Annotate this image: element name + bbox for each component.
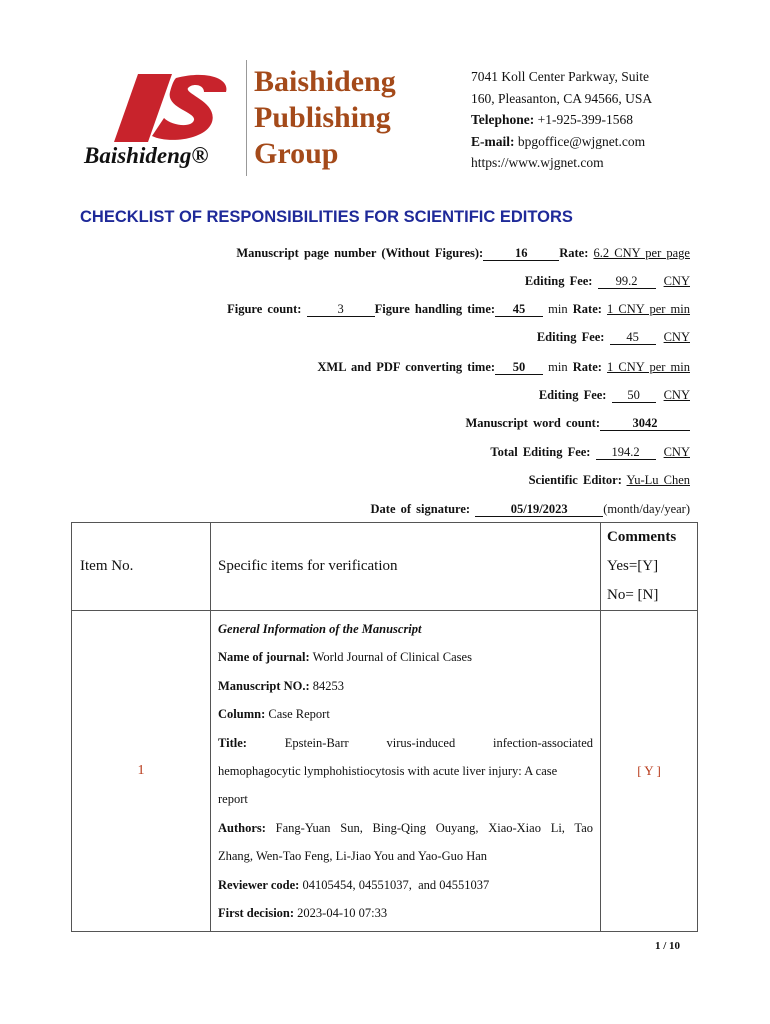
journal-label: Name of journal:	[218, 650, 310, 665]
figure-time-value: 45	[495, 302, 543, 317]
figure-fee-label: Editing Fee:	[536, 330, 605, 344]
page-rate: 6.2 CNY per page	[593, 246, 690, 260]
address-line2: 160, Pleasanton, CA 94566, USA	[471, 90, 653, 106]
column-label: Column:	[218, 707, 266, 722]
title-label: Title:	[218, 735, 247, 750]
xml-min-label: min	[548, 360, 568, 374]
signature-line	[371, 502, 691, 517]
total-fee-value: 194.2	[596, 445, 656, 460]
xml-rate: 1 CNY per min	[607, 360, 690, 374]
baishideng-logo-icon	[108, 70, 238, 146]
column-line	[218, 700, 593, 728]
editor-label: Scientific Editor:	[528, 473, 622, 487]
page-number: 1 / 10	[655, 940, 681, 952]
journal-line	[218, 643, 593, 671]
reviewer-label: Reviewer code:	[218, 877, 300, 892]
row-verification-details	[211, 611, 601, 932]
page-title: CHECKLIST OF RESPONSIBILITIES FOR SCIENTIFIC EDITORS	[80, 208, 573, 226]
figure-fee-line	[537, 330, 690, 345]
editor-name: Yu-Lu Chen	[626, 473, 690, 487]
telephone-label: Telephone:	[471, 112, 535, 127]
page-fee-line	[525, 274, 690, 289]
page-fee-currency: CNY	[663, 274, 690, 288]
title-value-part1: Epstein-Barr virus-induced infection-associated	[284, 735, 594, 750]
header-yes-key: Yes=[Y]	[607, 558, 659, 574]
xml-fee-line	[539, 388, 690, 403]
publisher-name-line1: Baishideng	[254, 65, 396, 98]
publisher-name-line2: Publishing	[254, 101, 391, 134]
page-number-label: Manuscript page number (Without Figures):	[236, 246, 484, 260]
title-value-part3: report	[218, 792, 248, 807]
reviewer-codes: 04105454, 04551037, and 04551037	[302, 877, 490, 892]
authors-line	[218, 814, 593, 842]
publisher-name-line3: Group	[254, 137, 339, 170]
figure-count-value: 3	[307, 302, 375, 317]
page-fee-value: 99.2	[598, 274, 656, 289]
figure-rate: 1 CNY per min	[607, 302, 690, 316]
reviewer-line	[218, 871, 593, 899]
xml-rate-label: Rate:	[572, 360, 602, 374]
title-line	[218, 729, 593, 757]
word-count-label: Manuscript word count:	[465, 416, 600, 430]
table-header-row	[72, 523, 698, 611]
xml-fee-currency: CNY	[663, 388, 690, 402]
editor-line	[529, 473, 690, 488]
decision-line	[218, 899, 593, 927]
header-no-key: No= [N]	[607, 587, 659, 603]
title-value-part2: hemophagocytic lymphohistiocytosis with acute liver injury: A case	[218, 764, 558, 779]
website-link[interactable]: https://www.wjgnet.com	[471, 155, 604, 170]
xml-time-value: 50	[495, 360, 543, 375]
authors-label: Authors:	[218, 820, 266, 835]
header-divider	[246, 60, 247, 176]
address-line1: 7041 Koll Center Parkway, Suite	[471, 69, 649, 84]
xml-line	[317, 360, 690, 375]
header-comments-label: Comments	[607, 529, 677, 545]
date-format-hint: (month/day/year)	[603, 502, 690, 516]
email-line	[471, 131, 652, 153]
word-count-line	[465, 416, 690, 431]
figure-count-label: Figure count:	[227, 302, 302, 316]
figure-time-label: Figure handling time:	[374, 302, 496, 316]
contact-block	[471, 66, 652, 174]
figure-line	[227, 302, 690, 317]
manuscript-no-value: 84253	[312, 678, 345, 693]
row-item-number: 1	[72, 611, 211, 932]
authors-value-part2: Zhang, Wen-Tao Feng, Li-Jiao You and Yao-Guo Han	[218, 849, 488, 864]
figure-fee-currency: CNY	[663, 330, 690, 344]
manuscript-no-line	[218, 672, 593, 700]
table-row	[72, 611, 698, 932]
total-fee-currency: CNY	[663, 445, 690, 459]
decision-label: First decision:	[218, 906, 295, 921]
header-specific-items: Specific items for verification	[211, 523, 601, 611]
journal-value: World Journal of Clinical Cases	[312, 650, 472, 665]
row-comment-yes[interactable]: [ Y ]	[601, 611, 698, 932]
editing-fee-label: Editing Fee:	[524, 274, 593, 288]
xml-label: XML and PDF converting time:	[317, 360, 496, 374]
column-value: Case Report	[268, 707, 330, 722]
rate-label: Rate:	[559, 246, 589, 260]
header-item-no: Item No.	[72, 523, 211, 611]
total-fee-label: Total Editing Fee:	[490, 445, 591, 459]
figure-min-label: min	[548, 302, 568, 316]
xml-fee-value: 50	[612, 388, 656, 403]
manuscript-no-label: Manuscript NO.:	[218, 678, 310, 693]
header-comments	[601, 523, 698, 611]
telephone-value: +1-925-399-1568	[537, 112, 633, 127]
figure-rate-label: Rate:	[572, 302, 602, 316]
publisher-name	[254, 64, 396, 172]
signature-label: Date of signature:	[370, 502, 471, 516]
decision-date: 2023-04-10 07:33	[297, 906, 388, 921]
xml-fee-label: Editing Fee:	[538, 388, 607, 402]
word-count-value: 3042	[600, 416, 690, 431]
section-heading: General Information of the Manuscript	[218, 622, 422, 636]
signature-date: 05/19/2023	[475, 502, 603, 517]
email-value[interactable]: bpgoffice@wjgnet.com	[517, 133, 646, 149]
page-number-value: 16	[483, 246, 559, 261]
email-label: E-mail:	[471, 133, 515, 149]
checklist-table	[71, 522, 698, 932]
figure-fee-value: 45	[610, 330, 656, 345]
page-number-line	[236, 246, 690, 261]
brand-script-logo: Baishideng®	[84, 143, 209, 168]
authors-value-part1: Fang-Yuan Sun, Bing-Qing Ouyang, Xiao-Xiao Li, Tao	[275, 820, 593, 835]
total-fee-line	[490, 445, 690, 460]
telephone-line	[471, 109, 652, 131]
